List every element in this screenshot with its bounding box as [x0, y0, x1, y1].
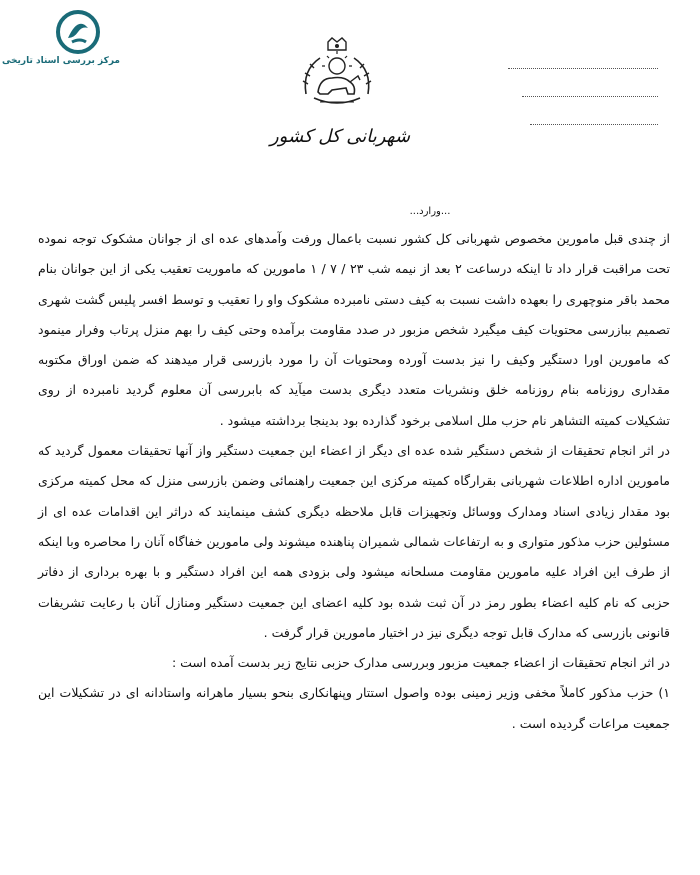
watermark-text: مرکز بررسی اسناد تاریخی — [1, 56, 120, 66]
organization-title: شهربانی کل کشور — [269, 126, 411, 147]
paragraph-3: در اثر انجام تحقیقات از اعضاء جمعیت مزبور وبررسی مدارک حزبی نتایج زیر بدست آمده است : — [171, 655, 670, 671]
paragraph-4: ۱) حزب مذکور کاملاً مخفی وزیر زمینی بوده واصول استتار وپنهانکاری بنحو بسیار ماهرانه واستادانه ای در تشکیلات این جمعیت مراعات گردیده است . — [38, 685, 670, 731]
reference-line-2 — [522, 96, 658, 97]
reference-line-3 — [530, 124, 658, 125]
salutation: ...ورارد... — [409, 206, 451, 217]
lion-and-sun-emblem-icon — [292, 36, 382, 114]
reference-line-1 — [508, 68, 658, 69]
paragraph-2: در اثر انجام تحقیقات از شخص دستگیر شده عده ای دیگر از اعضاء این جمعیت دستگیر واز آنها تحقیقات معمول گردید که مامورین اداره اطلاعات شهربانی بقرارگاه کمیته مرکزی این جمعیت راهنمائی وضمن بازرسی منزل که محل کمیته مرکزی بود مقدار زیادی اسناد ومدارک ووسائل وتجهیزات قابل ملاحظه دیگری کشف مینمایند که دراثر این اقدامات عده ای از مسئولین حزب مذکور متواری و به ارتفاعات شمالی شمیران پناهنده میشوند ولی مامورین خفاگاه آنان را محاصره وبا اینکه از طرف این افراد علیه مامورین مقاومت مسلحانه میشود ولی بزودی همه این افراد دستگیر و با بهره برداری از دفاتر حزبی که نام کلیه اعضاء بطور رمز در آن ثبت شده بود کلیه اعضای این جمعیت دستگیر ومنازل آنان با رعایت تشریفات قانونی بازرسی که مدارک قابل توجه دیگری نیز در اختیار مامورین قرار گرفت . — [38, 443, 670, 640]
letter-body — [38, 224, 670, 739]
archive-watermark — [1, 8, 120, 72]
paragraph-1: از چندی قبل مامورین مخصوص شهربانی کل کشور نسبت باعمال ورفت وآمدهای عده ای از جوانان مشکوک توجه نموده تحت مراقبت قرار داد تا اینکه درساعت ۲ بعد از نیمه شب ۲۳ / ۷ / ۱ مامورین که ماموریت تعقیب یکی از این جوانان بنام محمد باقر منوچهری را بعهده داشت نسبت به کیف دستی نامبرده مشکوک واو را تعقیب و توسط افسر پلیس گشت شهری تصمیم ببازرسی محتویات کیف میگیرد شخص مزبور در صدد مقاومت برآمده وحتی کیف را بهم منزل پرتاب وفرار مینمود که مامورین اورا دستگیر وکیف را نیز بدست آورده ومحتویات آن را مورد بازرسی قرار میدهند که ضمن اوراق مکتوبه مقداری روزنامه بنام روزنامه خلق ونشریات متعدد دیگری بدست میآید که بابررسی آن معلوم گردید نامبرده از روی تشکیلات کمیته التشاهر نام حزب ملل اسلامی برخود گذارده بود بدینجا برداشته میشود . — [38, 231, 670, 428]
archive-logo-icon — [54, 8, 102, 56]
